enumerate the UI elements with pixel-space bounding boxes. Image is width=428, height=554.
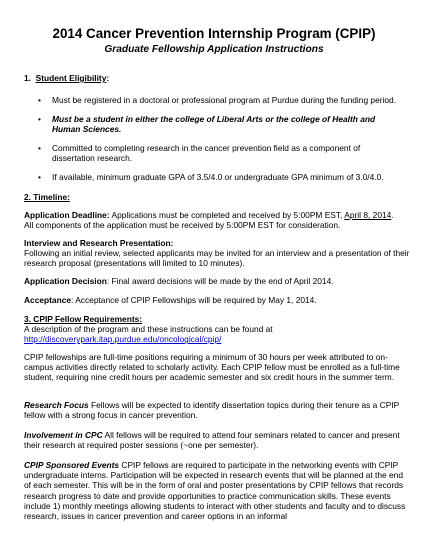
bullet-icon: •	[38, 143, 41, 153]
eligibility-item: Committed to completing research in the cancer prevention field as a component of dissertation research.	[52, 143, 361, 164]
focus-text: Fellows will be expected to identify dissertation topics during their tenure as a CPIP fellow with a strong focus in cancer prevention.	[24, 400, 400, 421]
page-subtitle: Graduate Fellowship Application Instructions	[104, 44, 324, 55]
program-link[interactable]: http://discoverypark.itap.purdue.edu/oncological/cpip/	[24, 334, 222, 345]
bullet-icon: •	[38, 114, 41, 124]
section-title: 2. Timeline:	[24, 192, 70, 202]
page-title: 2014 Cancer Prevention Internship Program (CPIP)	[52, 26, 376, 41]
cpc-label: Involvement in CPC	[24, 430, 103, 440]
eligibility-item: Must be registered in a doctoral or professional program at Purdue during the funding period.	[52, 95, 397, 105]
acceptance-label: Acceptance	[24, 295, 72, 305]
decision-label: Application Decision	[24, 276, 107, 286]
section-heading-eligibility	[24, 73, 109, 83]
decision-paragraph	[24, 276, 412, 286]
cpc-text: All fellows will be required to attend four seminars related to cancer and present their research at required poster sessions (~one per semester).	[24, 430, 400, 451]
interview-paragraph	[24, 238, 412, 269]
section-heading-requirements	[24, 314, 142, 324]
acceptance-paragraph	[24, 295, 412, 305]
eligibility-item: Must be a student in either the college of Liberal Arts or the college of Health and Human Sciences.	[52, 114, 376, 135]
deadline-end: .	[391, 210, 394, 220]
section-title: Student Eligibility	[35, 73, 107, 83]
acceptance-text: : Acceptance of CPIP Fellowships will be required by May 1, 2014.	[71, 295, 317, 305]
deadline-paragraph	[24, 210, 412, 230]
intro-text: A description of the program and these instructions can be found at	[24, 324, 273, 334]
decision-text: : Final award decisions will be made by the end of April 2014.	[106, 276, 334, 286]
focus-label: Research Focus	[24, 400, 89, 410]
section-colon: :	[106, 73, 110, 83]
events-paragraph	[24, 460, 412, 521]
deadline-label: Application Deadline:	[24, 210, 110, 220]
bullet-icon: •	[38, 172, 41, 182]
interview-label: Interview and Research Presentation:	[24, 238, 174, 248]
deadline-date: April 8, 2014	[344, 210, 392, 220]
deadline-text: Applications must be completed and received by 5:00PM EST,	[109, 210, 345, 220]
requirements-intro	[24, 324, 412, 344]
fellowship-paragraph: CPIP fellowships are full-time positions requiring a minimum of 30 hours per week attributed to on-campus activities directly related to scholarly activity. Each CPIP fellow must be enrolled as a full-time student, requiring nine credit hours per academic semester and six credit hours in the summer term.	[24, 352, 400, 383]
section-heading-timeline	[24, 192, 70, 202]
deadline-line2: All components of the application must be received by 5:00PM EST for consideration.	[24, 220, 341, 231]
events-label: CPIP Sponsored Events	[24, 460, 120, 470]
bullet-icon: •	[38, 95, 41, 105]
focus-paragraph	[24, 400, 412, 420]
interview-text: Following an initial review, selected applicants may be invited for an interview and a presentation of their research proposal (presentations will limited to 10 minutes).	[24, 248, 410, 269]
section-number: 1.	[24, 73, 31, 83]
eligibility-item: If available, minimum graduate GPA of 3.5/4.0 or undergraduate GPA minimum of 3.0/4.0.	[52, 172, 384, 182]
section-title: 3. CPIP Fellow Requirements:	[24, 314, 143, 324]
cpc-paragraph	[24, 430, 412, 450]
events-text: CPIP fellows are required to participate in the networking events with CPIP undergraduate interns. Participation will be expected in research events that will be planned at the end of each semester. This will be in the form of oral and poster presentations by CPIP fellows that records research progress to date and provide opportunities to practice communication skills. These events include 1) monthly meetings allowing students to interact with other students and faculty and to discuss research, issues in cancer prevention and career options in an informal	[24, 460, 406, 522]
